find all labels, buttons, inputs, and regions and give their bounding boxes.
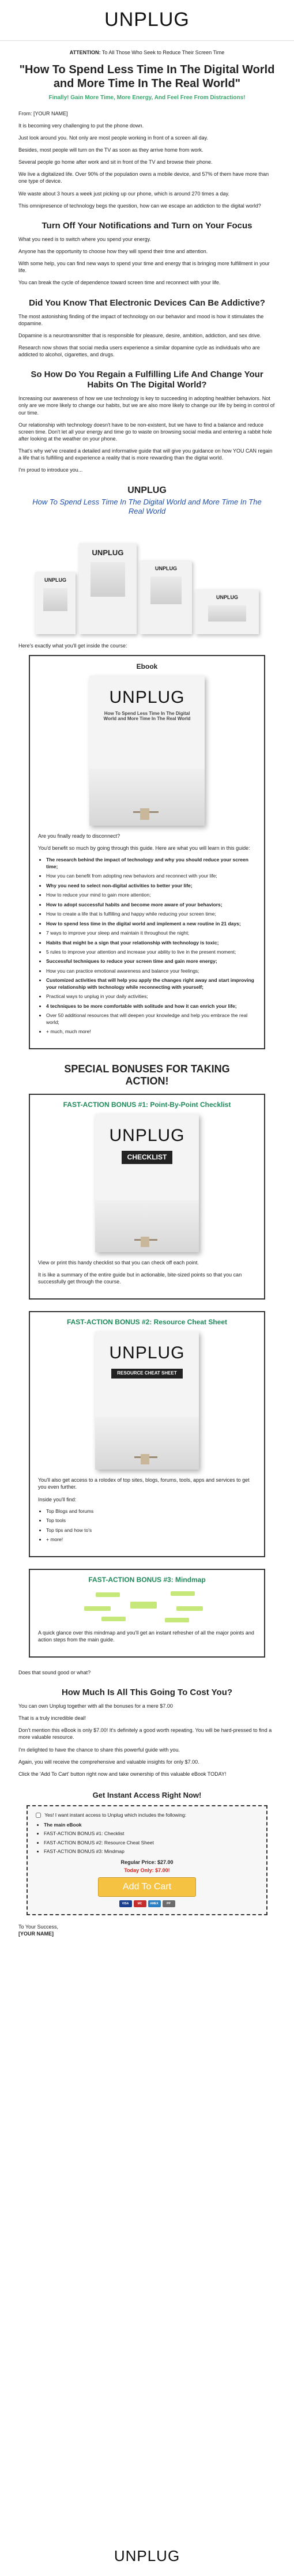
list-item: • FAST-ACTION BONUS #3: Mindmap <box>44 1848 258 1855</box>
bonus-1-title: FAST-ACTION BONUS #1: Point-By-Point Checklist <box>63 1100 231 1109</box>
ebook-bullet: • The research behind the impact of technology and why you should reduce your screen time; <box>46 857 256 870</box>
attention-label: ATTENTION: <box>69 50 101 55</box>
list-item: • Top tips and how to's <box>46 1527 256 1534</box>
cover-badge: RESOURCE CHEAT SHEET <box>111 1369 182 1379</box>
order-checkbox-row[interactable] <box>36 1812 258 1818</box>
pricing-paragraph: I'm delighted to have the chance to share this powerful guide with you. <box>18 1746 180 1753</box>
chair-shape <box>141 1454 149 1464</box>
order-title: Get Instant Access Right Now! <box>92 1790 202 1799</box>
bonus-2-cover <box>95 1331 199 1470</box>
mindmap-node <box>84 1606 111 1611</box>
cover-title: UNPLUG <box>109 688 185 707</box>
ebook-bullet: • Customized activities that will help you apply the changes right away and start improving your relationship with technology while reconnecting with yourself; <box>46 977 256 991</box>
ebook-box-title: Ebook <box>136 662 158 671</box>
attention-text: To All Those Who Seek to Reduce Their Screen Time <box>100 50 225 55</box>
product-subtitle: How To Spend Less Time In The Digital World and More Time In The Real World <box>32 498 262 516</box>
cover-badge: CHECKLIST <box>122 1151 173 1163</box>
chair-shape <box>141 1237 149 1247</box>
paypal-icon: PP <box>163 1900 175 1907</box>
intro-paragraph: Just look around you. Not only are most people working in front of a screen all day. <box>18 134 209 141</box>
fulfilling-paragraph: That's why we've created a detailed and informative guide that will give you guidance on how YOU CAN regain a life that is fulfilling and experience a reality that is more rewarding than the digital world. <box>18 448 273 461</box>
intro-paragraph: We waste about 3 hours a week just picking up our phone, which is around 270 times a day. <box>18 190 229 197</box>
ebook-bullet: • How you can benefit from adopting new behaviors and reconnect with your life; <box>46 873 256 879</box>
ebook-bullet: • Habits that might be a sign that your relationship with technology is toxic; <box>46 940 256 946</box>
product-mockups <box>18 525 276 634</box>
ebook-cover <box>89 676 205 826</box>
logo: UNPLUG <box>104 9 190 31</box>
mindmap-node <box>96 1592 120 1597</box>
bonus-2-paragraph: Inside you'll find: <box>38 1496 77 1502</box>
bonus-3-paragraph: A quick glance over this mindmap and you'll get an instant refresher of all the major points and action steps from the main guide. <box>38 1629 254 1643</box>
addictive-paragraph: Dopamine is a neurotransmitter that is responsible for pleasure, desire, ambition, addiction, and sex drive. <box>18 332 262 338</box>
fulfilling-paragraph: I'm proud to introduce you... <box>18 467 83 473</box>
fulfilling-paragraph: Increasing our awareness of how we use technology is key to succeeding in adopting healthier behaviors. Not only are we more likely to change our habits, but we are also more likely to change our life by being in control of our time. <box>18 396 275 416</box>
ebook-bullet: • Successful techniques to reduce your screen time and gain more energy; <box>46 958 256 965</box>
cover-scene <box>95 1200 199 1252</box>
payment-cards <box>36 1900 258 1907</box>
list-item: • Top tools <box>46 1517 256 1524</box>
mockup-ebook <box>79 543 137 634</box>
bonus-2-box <box>29 1311 265 1557</box>
mockup-scene <box>208 605 246 622</box>
cover-title: UNPLUG <box>109 1343 185 1363</box>
footer-logo: UNPLUG <box>114 2547 180 2565</box>
mindmap-graphic <box>38 1589 256 1624</box>
ebook-bullet: • 4 techniques to be more comfortable with solitude and how it can enrich your life; <box>46 1003 256 1010</box>
cover-scene <box>89 769 205 826</box>
notifications-paragraph: You can break the cycle of dependence toward screen time and reconnect with your life. <box>18 280 221 286</box>
intro-paragraph: We live a digitalized life. Over 90% of the population owns a mobile device, and 57% of them have more than one type of device. <box>18 171 269 184</box>
bonus-2-title: FAST-ACTION BONUS #2: Resource Cheat Sheet <box>66 1318 228 1327</box>
visa-card-icon: VISA <box>119 1900 132 1907</box>
footer-bar <box>0 2537 294 2576</box>
mindmap-node <box>165 1618 189 1622</box>
ebook-box <box>29 655 265 1049</box>
ebook-bullet: • How to spend less time in the digital world and implement a new routine in 21 days; <box>46 921 256 927</box>
mindmap-node <box>101 1617 126 1621</box>
addictive-paragraph: Research now shows that social media users experience a similar dopamine cycle as individuals who are addicted to alcohol, cigarettes, and drugs. <box>18 345 260 358</box>
mindmap-node <box>176 1606 203 1611</box>
list-item: • + more! <box>46 1536 256 1543</box>
regular-price: Regular Price: $27.00 <box>120 1859 174 1865</box>
bonus-1-box <box>29 1094 265 1300</box>
addictive-paragraph: The most astonishing finding of the impact of technology on our behavior and mood is how it stimulates the dopamine. <box>18 313 264 326</box>
mindmap-node <box>130 1602 157 1609</box>
ebook-bullet: • 5 rules to improve your attention and increase your ability to live in the present moment; <box>46 949 256 955</box>
intro-paragraph: This omnipresence of technology begs the question, how can we escape an addiction to the digital world? <box>18 202 261 209</box>
ebook-bullet: • How to reduce your mind to gain more attention; <box>46 892 256 898</box>
ebook-bullet: • 7 ways to improve your sleep and maintain it throughout the night; <box>46 930 256 936</box>
ebook-question: Are you finally ready to disconnect? <box>38 833 120 839</box>
from-line: From: [YOUR NAME] <box>18 110 68 116</box>
cover-subtitle: How To Spend Less Time In The Digital World and More Time In The Real World <box>103 710 191 722</box>
addictive-title: Did You Know That Electronic Devices Can Be Addictive? <box>29 297 265 308</box>
bonus-1-cover <box>95 1114 199 1252</box>
notifications-paragraph: What you need is to switch where you spend your energy. <box>18 236 151 242</box>
mockup-scene <box>150 577 182 604</box>
pricing-title: How Much Is All This Going To Cost You? <box>61 1687 233 1697</box>
amex-card-icon: AMEX <box>148 1900 161 1907</box>
pricing-paragraph: That is a truly incredible deal! <box>18 1715 86 1722</box>
pricing-paragraph: Don't mention this eBook is only $7.00! It's definitely a good worth repeating. You will be hard-pressed to find a more valuable resource. <box>18 1727 272 1741</box>
mindmap-node <box>171 1591 195 1596</box>
mockup-scene <box>91 562 125 597</box>
mockup-label: UNPLUG <box>155 565 177 571</box>
intro-paragraph: Several people go home after work and sit in front of the TV and browse their phone. <box>18 159 213 165</box>
ebook-bullet: • How you can practice emotional awareness and balance your feelings; <box>46 968 256 974</box>
today-price: Today Only: $7.00! <box>124 1867 170 1873</box>
mockup-label: UNPLUG <box>44 577 66 583</box>
fulfilling-title: So How Do You Regain a Fulfilling Life And Change Your Habits On The Digital World? <box>31 370 263 390</box>
header-bar <box>0 0 294 41</box>
ebook-bullet: • Practical ways to unplug in your daily activities; <box>46 993 256 1000</box>
ebook-bullet-list <box>38 857 256 1035</box>
pricing-paragraph: You can own Unplug together with all the bonuses for a mere $7.00 <box>18 1703 173 1709</box>
mockup-label: UNPLUG <box>92 548 124 557</box>
bonus-1-paragraph: View or print this handy checklist so that you can check off each point. <box>38 1259 199 1266</box>
mockup-checklist <box>35 572 76 634</box>
attention-line <box>18 49 276 56</box>
notifications-paragraph: Anyone has the opportunity to choose how they will spend their time and attention. <box>18 248 208 255</box>
cover-scene <box>95 1417 199 1470</box>
list-item: • Top Blogs and forums <box>46 1508 256 1515</box>
ebook-intro: You'd benefit so much by going through this guide. Here are what you will learn in this guide: <box>38 845 250 852</box>
lead-in: Here's exactly what you'll get inside the course: <box>18 642 127 649</box>
order-items <box>36 1822 258 1855</box>
mockup-mindmap <box>195 589 259 634</box>
order-box <box>27 1805 267 1916</box>
ebook-bullet: • Why you need to select non-digital activities to better your life; <box>46 883 256 889</box>
chair-shape <box>140 808 149 820</box>
main-content <box>0 49 294 1937</box>
list-item: • FAST-ACTION BONUS #2: Resource Cheat Sheet <box>44 1840 258 1846</box>
mockup-label: UNPLUG <box>216 594 238 600</box>
bonus-1-paragraph: It is like a summary of the entire guide but in actionable, bite-sized points so that you can successfully get through the course. <box>38 1271 242 1285</box>
mockup-scene <box>43 588 67 611</box>
signoff-name: [YOUR NAME] <box>18 1931 54 1937</box>
bonus-2-list <box>38 1508 256 1543</box>
ebook-bullet: • How to create a life that is fulfilling and happy while reducing your screen time; <box>46 911 256 917</box>
order-checkbox[interactable] <box>36 1813 41 1818</box>
list-item: • The main eBook <box>44 1822 258 1828</box>
ebook-bullet: • Over 50 additional resources that will deepen your knowledge and help you embrace the real world; <box>46 1012 256 1026</box>
question-line: Does that sound good or what? <box>18 1669 91 1675</box>
intro-paragraph: Besides, most people will turn on the TV as soon as they arrive home from work. <box>18 147 203 153</box>
ebook-bullet: • How to adopt successful habits and become more aware of your behaviors; <box>46 902 256 908</box>
mockup-resource <box>140 560 192 634</box>
order-checkbox-label: Yes! I want instant access to Unplug which includes the following: <box>44 1812 187 1818</box>
signoff-line: To Your Success, <box>18 1924 59 1930</box>
bonuses-heading: SPECIAL BONUSES FOR TAKING ACTION! <box>64 1063 230 1087</box>
pricing-paragraph: Click the 'Add To Cart' button right now and take ownership of this valuable eBook TODAY! <box>18 1771 227 1777</box>
ebook-bullet: • + much, much more! <box>46 1029 256 1035</box>
mastercard-icon: MC <box>134 1900 146 1907</box>
fulfilling-paragraph: Our relationship with technology doesn't have to be non-existent, but we have to find a balance and reduce screen time. Don't let all your energy and time go to waste on browsing social media and entering a rabbit hole after looking at the weather on your phone. <box>18 421 272 442</box>
headline: "How To Spend Less Time In The Digital World and More Time In The Real World" <box>19 63 275 91</box>
notifications-title: Turn Off Your Notifications and Turn on Your Focus <box>42 220 252 231</box>
pricing-paragraph: Again, you will receive the comprehensive and valuable insights for only $7.00. <box>18 1758 199 1765</box>
bonus-3-box <box>29 1569 265 1658</box>
bonus-3-title: FAST-ACTION BONUS #3: Mindmap <box>88 1575 206 1584</box>
subheadline: Finally! Gain More Time, More Energy, And Feel Free From Distractions! <box>48 95 246 101</box>
cover-title: UNPLUG <box>109 1125 185 1145</box>
add-to-cart-button[interactable]: Add To Cart <box>98 1877 196 1897</box>
notifications-paragraph: With some help, you can find new ways to spend your time and energy that is bringing more fulfillment in your life. <box>18 261 270 274</box>
intro-paragraph: It is becoming very challenging to put the phone down. <box>18 122 144 129</box>
list-item: • FAST-ACTION BONUS #1: Checklist <box>44 1831 258 1837</box>
product-name: UNPLUG <box>127 485 167 495</box>
bonus-2-paragraph: You'll also get access to a rolodex of top sites, blogs, forums, tools, apps and services to get you even further. <box>38 1477 250 1490</box>
